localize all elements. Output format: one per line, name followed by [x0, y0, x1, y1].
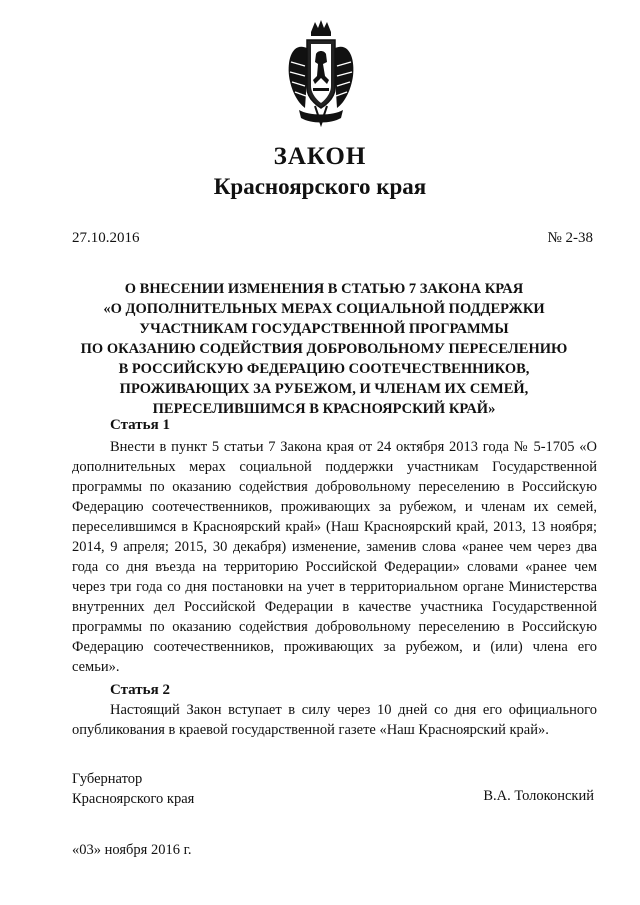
signer-name: В.А. Толоконский	[483, 788, 594, 804]
article-2-text: Настоящий Закон вступает в силу через 10 дней со дня его официального опубликования в краевой государственной газете «Наш Красноярский край».	[72, 702, 597, 738]
law-title: ЗАКОН	[273, 143, 367, 170]
subject-line: О ВНЕСЕНИИ ИЗМЕНЕНИЯ В СТАТЬЮ 7 ЗАКОНА КРАЯ	[124, 281, 524, 297]
signing-date: «03» ноября 2016 г.	[72, 842, 192, 858]
subject-line: «О ДОПОЛНИТЕЛЬНЫХ МЕРАХ СОЦИАЛЬНОЙ ПОДДЕРЖКИ	[103, 301, 545, 317]
subject-line: В РОССИЙСКУЮ ФЕДЕРАЦИЮ СООТЕЧЕСТВЕННИКОВ,	[118, 361, 530, 377]
document-number: № 2-38	[547, 230, 593, 246]
law-subject-heading	[60, 279, 588, 419]
signer-title-line: Красноярского края	[72, 791, 195, 807]
subject-line: ПО ОКАЗАНИЮ СОДЕЙСТВИЯ ДОБРОВОЛЬНОМУ ПЕРЕСЕЛЕНИЮ	[80, 341, 568, 357]
signer-title-line: Губернатор	[72, 771, 143, 787]
article-1-text: Внести в пункт 5 статьи 7 Закона края от 24 октября 2013 года № 5-1705 «О дополнительных мерах социальной поддержки участникам Государственной программы по оказанию содействия добровольному переселению в Российскую Федерацию соотечественников, проживающих за рубежом, и членам их семей, переселившимся в Красноярский край» (Наш Красноярский край, 2013, 13 ноября; 2014, 9 апреля; 2015, 30 декабря) изменение, заменив слова «ранее чем через два года со дня въезда на территорию Российской Федерации» словами «ранее чем через три года со дня постановки на учет в территориальном органе Министерства внутренних дел Российской Федерации в качестве участника Государственной программы по оказанию содействия добровольному переселению в Российскую Федерацию соотечественников, проживающих за рубежом, и (или) члена его семьи».	[72, 439, 597, 675]
document-date: 27.10.2016	[72, 230, 140, 246]
article-1-heading: Статья 1	[110, 417, 170, 433]
subject-line: УЧАСТНИКАМ ГОСУДАРСТВЕННОЙ ПРОГРАММЫ	[139, 321, 509, 337]
subject-line: ПЕРЕСЕЛИВШИМСЯ В КРАСНОЯРСКИЙ КРАЙ»	[152, 401, 496, 417]
subject-line: ПРОЖИВАЮЩИХ ЗА РУБЕЖОМ, И ЧЛЕНАМ ИХ СЕМЕЙ,	[119, 381, 529, 397]
article-2-heading: Статья 2	[110, 682, 170, 698]
law-region: Красноярского края	[213, 174, 427, 199]
coat-of-arms-emblem-icon	[285, 18, 357, 128]
signer-title	[72, 769, 194, 809]
